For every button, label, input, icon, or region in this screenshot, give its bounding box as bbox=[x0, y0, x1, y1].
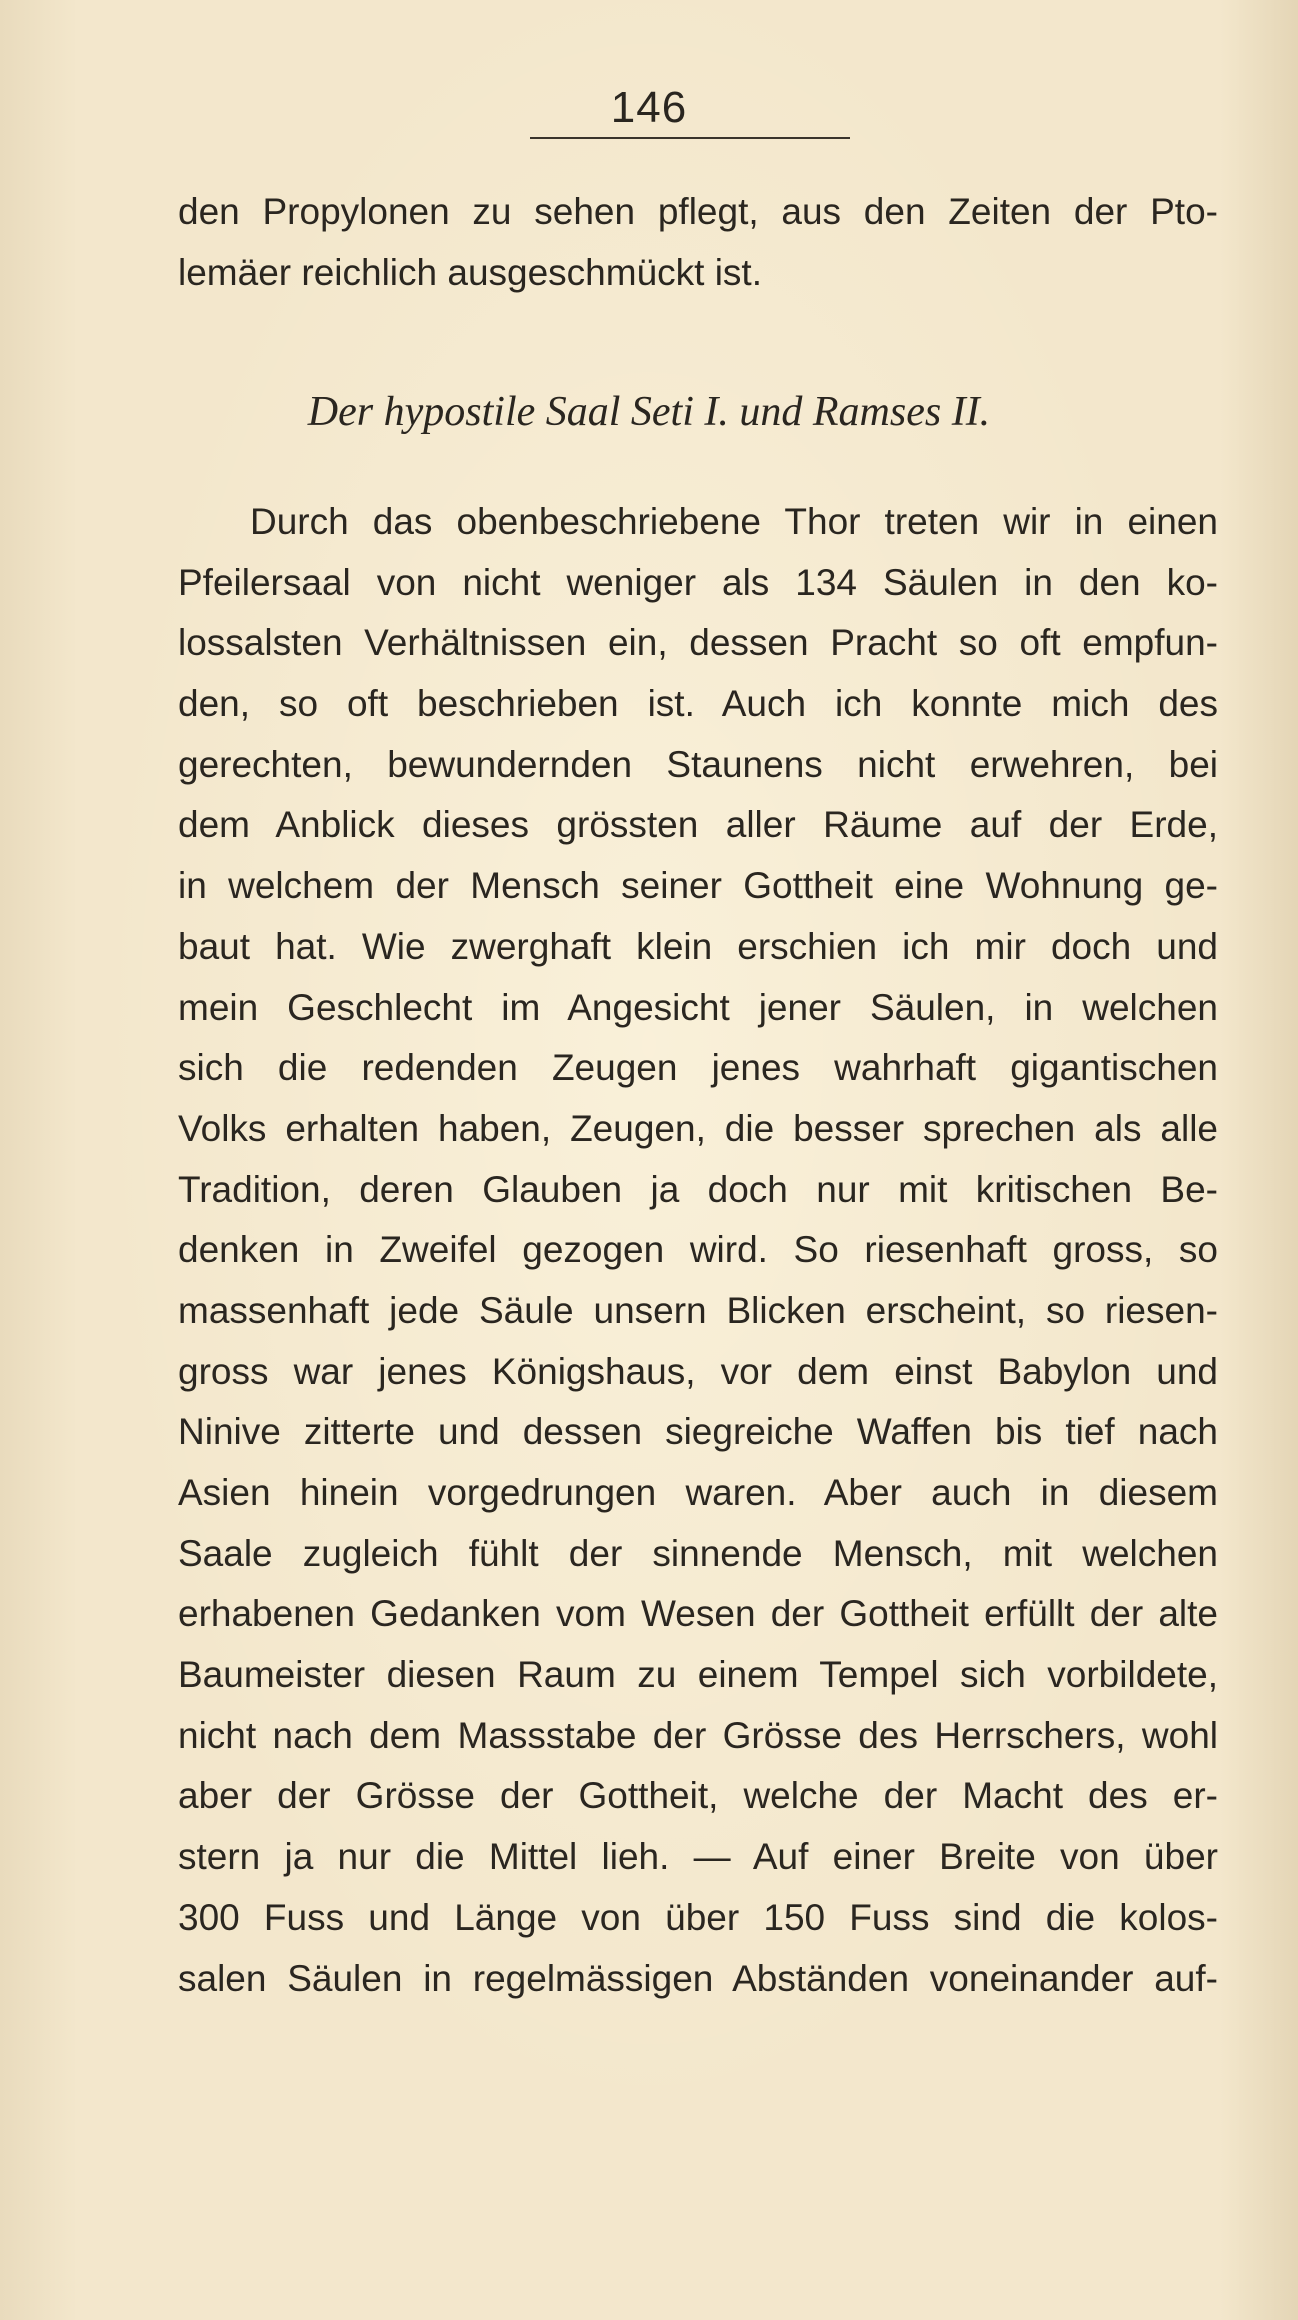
text-line: Durch das obenbeschriebene Thor treten wir in einen bbox=[250, 501, 1218, 542]
text-line: lossalsten Verhältnissen ein, dessen Pracht so oft empfun- bbox=[178, 622, 1218, 664]
text-line: dem Anblick dieses grössten aller Räume auf der Erde, bbox=[178, 804, 1218, 846]
text-line: in welchem der Mensch seiner Gottheit eine Wohnung ge- bbox=[178, 865, 1218, 907]
intro-paragraph bbox=[178, 182, 1218, 303]
text-line: erhabenen Gedanken vom Wesen der Gottheit erfüllt der alte bbox=[178, 1593, 1218, 1635]
text-line: salen Säulen in regelmässigen Abständen voneinander auf- bbox=[178, 1957, 1218, 1999]
text-line: nicht nach dem Massstabe der Grösse des Herrschers, wohl bbox=[178, 1714, 1218, 1756]
text-line: gross war jenes Königshaus, vor dem einst Babylon und bbox=[178, 1350, 1218, 1392]
header-rule bbox=[530, 137, 850, 139]
text-line: Pfeilersaal von nicht weniger als 134 Säulen in den ko- bbox=[178, 561, 1218, 603]
text-line: lemäer reichlich ausgeschmückt ist. bbox=[178, 251, 762, 293]
text-line: massenhaft jede Säule unsern Blicken erscheint, so riesen- bbox=[178, 1289, 1218, 1331]
text-line: Baumeister diesen Raum zu einem Tempel sich vorbildete, bbox=[178, 1654, 1218, 1696]
text-line: den, so oft beschrieben ist. Auch ich konnte mich des bbox=[178, 683, 1218, 725]
text-line: denken in Zweifel gezogen wird. So riesenhaft gross, so bbox=[178, 1229, 1218, 1271]
text-line: den Propylonen zu sehen pflegt, aus den Zeiten der Pto- bbox=[178, 191, 1218, 232]
page-number: 146 bbox=[610, 83, 688, 132]
text-line: Ninive zitterte und dessen siegreiche Waffen bis tief nach bbox=[178, 1411, 1218, 1453]
text-line: baut hat. Wie zwerghaft klein erschien ich mir doch und bbox=[178, 925, 1218, 967]
text-line: Asien hinein vorgedrungen waren. Aber auch in diesem bbox=[178, 1472, 1218, 1513]
text-line: 300 Fuss und Länge von über 150 Fuss sind die kolos- bbox=[178, 1896, 1218, 1938]
text-line: Volks erhalten haben, Zeugen, die besser sprechen als alle bbox=[178, 1107, 1218, 1149]
text-line: Saale zugleich fühlt der sinnende Mensch, mit welchen bbox=[178, 1532, 1218, 1574]
text-line: mein Geschlecht im Angesicht jener Säulen, in welchen bbox=[178, 986, 1218, 1028]
text-line: stern ja nur die Mittel lieh. — Auf einer Breite von über bbox=[178, 1836, 1218, 1878]
text-line: sich die redenden Zeugen jenes wahrhaft gigantischen bbox=[178, 1047, 1218, 1089]
text-line: Tradition, deren Glauben ja doch nur mit kritischen Be- bbox=[178, 1168, 1218, 1210]
text-line: gerechten, bewundernden Staunens nicht erwehren, bei bbox=[178, 743, 1218, 785]
body-paragraph bbox=[178, 492, 1218, 2009]
text-line: aber der Grösse der Gottheit, welche der Macht des er- bbox=[178, 1775, 1218, 1817]
section-heading: Der hypostile Saal Seti I. und Ramses II. bbox=[307, 389, 991, 435]
